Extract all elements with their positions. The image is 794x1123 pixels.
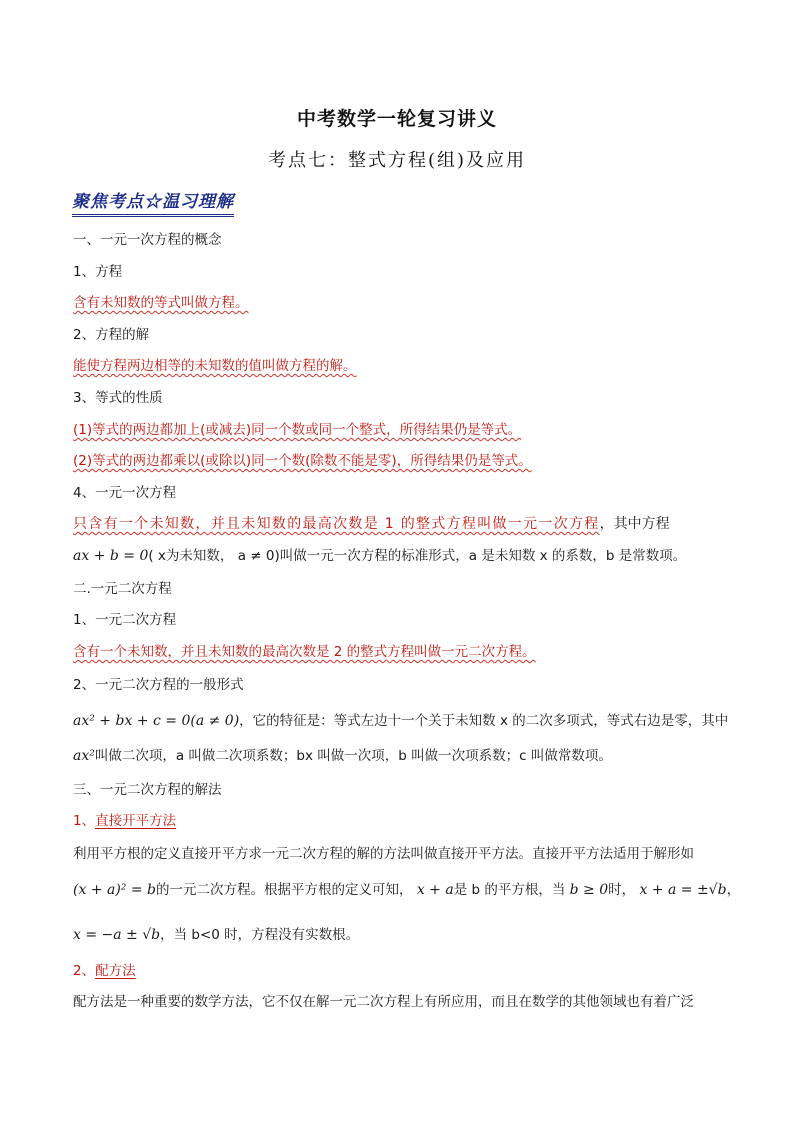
definition-text: 能使方程两边相等的未知数的值叫做方程的解。 — [73, 358, 357, 374]
section-heading-3: 三、一元二次方程的解法 — [73, 782, 222, 798]
section-heading-2: 二.一元二次方程 — [73, 581, 172, 597]
body-line — [73, 712, 728, 730]
formula: x = −a ± √b — [73, 927, 161, 943]
section-heading-1: 一、一元一次方程的概念 — [73, 232, 222, 248]
body-text: ，它的特征是：等式左边十一个关于未知数 x 的二次多项式，等式右边是零，其中 — [239, 713, 729, 729]
formula: ax² + bx + c = 0(a ≠ 0) — [73, 713, 240, 729]
formula: x + a — [416, 882, 454, 898]
property-text-2: (2)等式的两边都乘以(或除以)同一个数(除数不能是零)，所得结果仍是等式。 — [73, 453, 532, 469]
body-text: ，当 b<0 时，方程没有实数根。 — [160, 927, 360, 943]
method-title-1 — [73, 812, 176, 830]
definition-tail: ，其中方程 — [599, 516, 670, 532]
formula-condition: ( x为未知数， a ≠ 0) — [148, 548, 280, 564]
section-banner: 聚焦考点☆温习理解 — [72, 187, 234, 217]
item-title: 1、一元二次方程 — [73, 612, 177, 628]
body-line — [73, 926, 359, 944]
body-line — [73, 747, 612, 765]
formula: x + a = ±√b — [639, 882, 727, 898]
definition-text: 含有未知数的等式叫做方程。 — [73, 295, 249, 311]
body-text: 利用平方根的定义直接开平方求一元二次方程的解的方法叫做直接开平方法。直接开平方法适用于解形如 — [73, 846, 694, 862]
property-text-1: (1)等式的两边都加上(或减去)同一个数或同一个整式，所得结果仍是等式。 — [73, 422, 522, 438]
item-title: 1、方程 — [73, 264, 123, 280]
document-title: 中考数学一轮复习讲义 — [296, 108, 497, 130]
method-name: 直接开平方法 — [95, 813, 177, 829]
method-number: 2、 — [73, 963, 96, 979]
method-title-2 — [73, 962, 136, 980]
body-text: 配方法是一种重要的数学方法，它不仅在解一元二次方程上有所应用，而且在数学的其他领域也有着广泛 — [73, 994, 694, 1010]
document-subtitle: 考点七：整式方程(组)及应用 — [267, 150, 527, 171]
body-text: ， — [726, 882, 741, 898]
body-text: 的一元二次方程。根据平方根的定义可知， — [156, 882, 413, 898]
item-title: 2、方程的解 — [73, 327, 150, 343]
formula: ax² — [73, 748, 95, 764]
item-title: 4、一元一次方程 — [73, 485, 177, 501]
definition-text: 含有一个未知数，并且未知数的最高次数是 2 的整式方程叫做一元二次方程。 — [73, 644, 536, 660]
item-title: 2、一元二次方程的一般形式 — [73, 677, 244, 693]
body-text: 是 b 的平方根，当 — [453, 882, 566, 898]
definition-text: 只含有一个未知数，并且未知数的最高次数是 1 的整式方程叫做一元一次方程 — [73, 516, 600, 532]
item-title: 3、等式的性质 — [73, 390, 163, 406]
body-text: 叫做二次项，a 叫做二次项系数；bx 叫做一次项，b 叫做一次项系数；c 叫做常数项。 — [94, 748, 612, 764]
formula: (x + a)² = b — [73, 882, 157, 898]
definition-line — [73, 547, 686, 565]
definition-line — [73, 515, 670, 533]
body-text: 时， — [608, 882, 636, 898]
formula: ax + b = 0 — [73, 548, 149, 564]
method-name: 配方法 — [95, 963, 136, 979]
method-number: 1、 — [73, 813, 96, 829]
body-text: 叫做一元一次方程的标准形式，a 是未知数 x 的系数，b 是常数项。 — [279, 548, 687, 564]
formula: b ≥ 0 — [569, 882, 609, 898]
body-line — [73, 881, 740, 899]
